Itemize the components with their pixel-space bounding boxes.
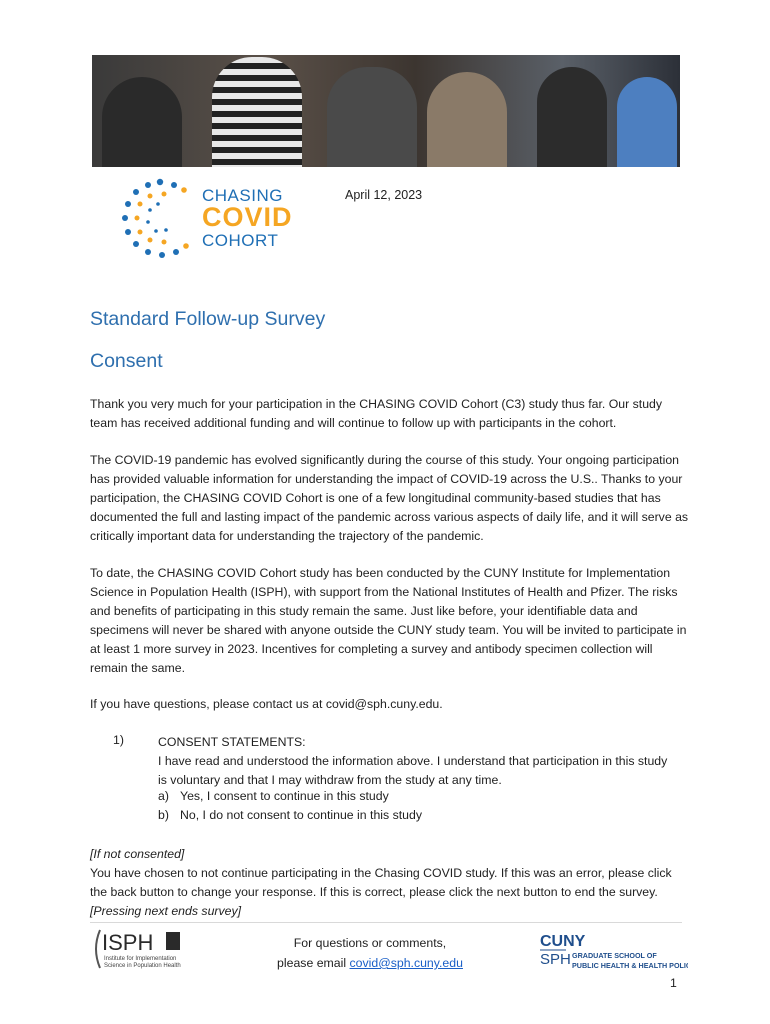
cuny-line-1: GRADUATE SCHOOL OF — [572, 951, 657, 960]
logo-dot-ring-icon — [118, 176, 202, 261]
isph-logo — [92, 924, 192, 974]
document-date: April 12, 2023 — [345, 188, 423, 202]
question-text: I have read and understood the information above. I understand that participation in this study is voluntary and that I may withdraw from the study at any time. — [158, 753, 668, 787]
document-title: Standard Follow-up Survey — [90, 308, 326, 330]
footer-line-2 — [250, 953, 490, 973]
page-number: 1 — [670, 976, 677, 990]
footer-email-link[interactable]: covid@sph.cuny.edu — [349, 956, 463, 970]
option-letter: b) — [158, 808, 169, 822]
paragraph-thanks: Thank you very much for your participation in the CHASING COVID Cohort (C3) study thus far. Our study team has received additional funding and will continue to follow up with participants in the cohort. — [90, 397, 663, 430]
logo-word-cohort: COHORT — [202, 231, 279, 250]
isph-abbr: ISPH — [102, 930, 154, 955]
isph-sub-1: Institute for Implementation — [104, 956, 177, 962]
sph-word: SPH — [540, 951, 571, 968]
footer-contact — [250, 933, 490, 973]
option-yes-consent[interactable] — [158, 789, 389, 803]
option-letter: a) — [158, 789, 169, 803]
section-heading-consent: Consent — [90, 350, 163, 372]
footer-divider — [90, 922, 682, 923]
question-number: 1) — [113, 733, 124, 747]
chasing-covid-logo — [118, 176, 293, 261]
isph-sub-2: Science in Population Health — [104, 963, 181, 969]
footer-line-1: For questions or comments, — [293, 936, 447, 950]
cuny-sph-logo — [538, 930, 688, 974]
option-no-consent[interactable] — [158, 808, 422, 822]
paragraph-pandemic: The COVID-19 pandemic has evolved significantly during the course of this study. Your ongoing participation has provided valuable information for understanding the impact of COVID-19 across the U.S.. Thanks to your participation, the CHASING COVID Cohort is one of a few longitudinal community-based studies that has documented the full and lasting impact of the pandemic across various aspects of daily life, and it will serve as critically important data for understanding the trajectory of the pandemic. — [90, 453, 689, 543]
conditional-note: [Pressing next ends survey] — [90, 903, 242, 918]
header-banner-photo — [92, 55, 680, 167]
conditional-message: You have chosen to not continue participating in the Chasing COVID study. If this was an error, please click the back button to change your response. If this is correct, please click the next button to end the survey. — [90, 866, 672, 899]
paragraph-isph: To date, the CHASING COVID Cohort study has been conducted by the CUNY Institute for Implementation Science in Population Health (ISPH), with support from the National Institutes of Health and Pfizer. The risks and benefits of participating in this study remain the same. Just like before, your identifiable data and specimens will never be shared with anyone outside the CUNY study team. You will be invited to participate in at least 1 more survey in 2023. Incentives for completing a survey and antibody specimen collection will remain the same. — [90, 566, 687, 675]
cuny-word: CUNY — [540, 933, 586, 950]
cuny-line-2: PUBLIC HEALTH & HEALTH POLICY — [572, 961, 688, 970]
consent-question — [158, 733, 678, 790]
conditional-text — [90, 864, 690, 921]
logo-word-covid: COVID — [202, 202, 293, 232]
paragraph-contact: If you have questions, please contact us at covid@sph.cuny.edu. — [90, 697, 443, 711]
conditional-label: [If not consented] — [90, 847, 185, 861]
question-heading: CONSENT STATEMENTS: — [158, 735, 306, 749]
option-label: Yes, I consent to continue in this study — [180, 789, 389, 803]
option-label: No, I do not consent to continue in this study — [180, 808, 422, 822]
footer-email-prefix: please email — [277, 956, 350, 970]
logo-word-chasing: CHASING — [202, 186, 283, 205]
